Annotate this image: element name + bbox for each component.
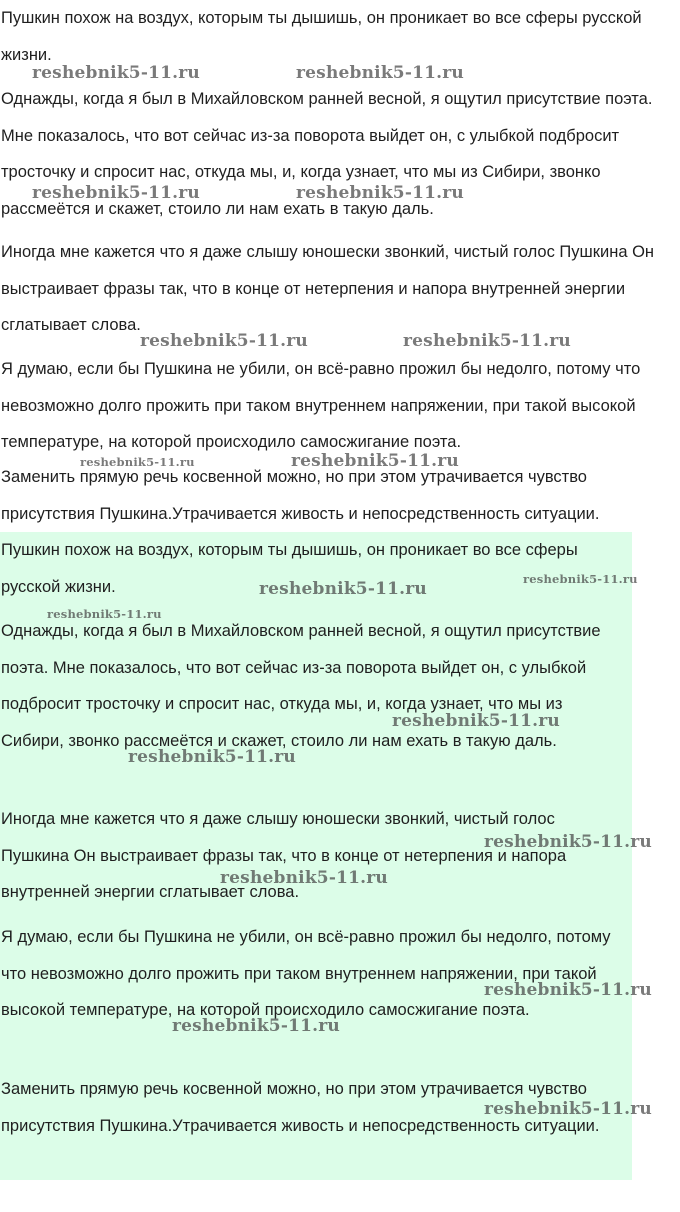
watermark: reshebnik5-11.ru — [220, 868, 388, 888]
watermark: reshebnik5-11.ru — [32, 63, 200, 83]
paragraph-2: Однажды, когда я был в Михайловском ранней весной, я ощутил присутствие поэта. Мне показалось, что вот сейчас из-за поворота выйдет он, с улыбкой подбросит тросточку и спросит нас, откуда мы, и, когда узнает, что мы из Сибири, звонко рассмеётся и скажет, стоило ли нам ехать в такую даль. — [1, 90, 653, 218]
highlighted-paragraph-5: Заменить прямую речь косвенной можно, но при этом утрачивается чувство присутствия Пушкина.Утрачивается живость и непосредственность ситуации. — [1, 1080, 600, 1135]
watermark: reshebnik5-11.ru — [523, 572, 638, 586]
paragraph-3: Иногда мне кажется что я даже слышу юношески звонкий, чистый голос Пушкина Он выстраивает фразы так, что в конце от нетерпения и напора внутренней энергии сглатывает слова. — [1, 243, 655, 334]
watermark: reshebnik5-11.ru — [128, 747, 296, 767]
highlighted-paragraph-1: Пушкин похож на воздух, которым ты дышишь, он проникает во все сферы русской жизни. — [1, 541, 578, 596]
highlighted-paragraph-3: Иногда мне кажется что я даже слышу юношески звонкий, чистый голос Пушкина Он выстраивает фразы так, что в конце от нетерпения и напора внутренней энергии сглатывает слова. — [1, 810, 567, 901]
watermark: reshebnik5-11.ru — [403, 331, 571, 351]
watermark: reshebnik5-11.ru — [484, 1099, 652, 1119]
watermark: reshebnik5-11.ru — [392, 711, 560, 731]
paragraph-5: Заменить прямую речь косвенной можно, но при этом утрачивается чувство присутствия Пушкина.Утрачивается живость и непосредственность ситуации. — [1, 468, 600, 523]
watermark: reshebnik5-11.ru — [47, 607, 162, 621]
watermark: reshebnik5-11.ru — [484, 980, 652, 1000]
watermark: reshebnik5-11.ru — [32, 183, 200, 203]
watermark: reshebnik5-11.ru — [484, 832, 652, 852]
watermark: reshebnik5-11.ru — [296, 183, 464, 203]
highlighted-text-section — [0, 532, 632, 1180]
watermark: reshebnik5-11.ru — [291, 451, 459, 471]
paragraph-1: Пушкин похож на воздух, которым ты дышишь, он проникает во все сферы русской жизни. — [1, 9, 642, 64]
highlighted-paragraph-4: Я думаю, если бы Пушкина не убили, он всё-равно прожил бы недолго, потому что невозможно долго прожить при таком внутреннем напряжении, при такой высокой температуре, на которой происходило самосжигание поэта. — [1, 928, 611, 1019]
watermark: reshebnik5-11.ru — [140, 331, 308, 351]
watermark: reshebnik5-11.ru — [259, 579, 427, 599]
highlighted-paragraph-2: Однажды, когда я был в Михайловском ранней весной, я ощутил присутствие поэта. Мне показалось, что вот сейчас из-за поворота выйдет он, с улыбкой подбросит тросточку и спросит нас, откуда мы, и, когда узнает, что мы из Сибири, звонко рассмеётся и скажет, стоило ли нам ехать в такую даль. — [1, 622, 601, 750]
watermark: reshebnik5-11.ru — [172, 1016, 340, 1036]
watermark: reshebnik5-11.ru — [296, 63, 464, 83]
paragraph-4: Я думаю, если бы Пушкина не убили, он всё-равно прожил бы недолго, потому что невозможно долго прожить при таком внутреннем напряжении, при такой высокой температуре, на которой происходило самосжигание поэта. — [1, 360, 641, 451]
watermark: reshebnik5-11.ru — [80, 455, 195, 469]
